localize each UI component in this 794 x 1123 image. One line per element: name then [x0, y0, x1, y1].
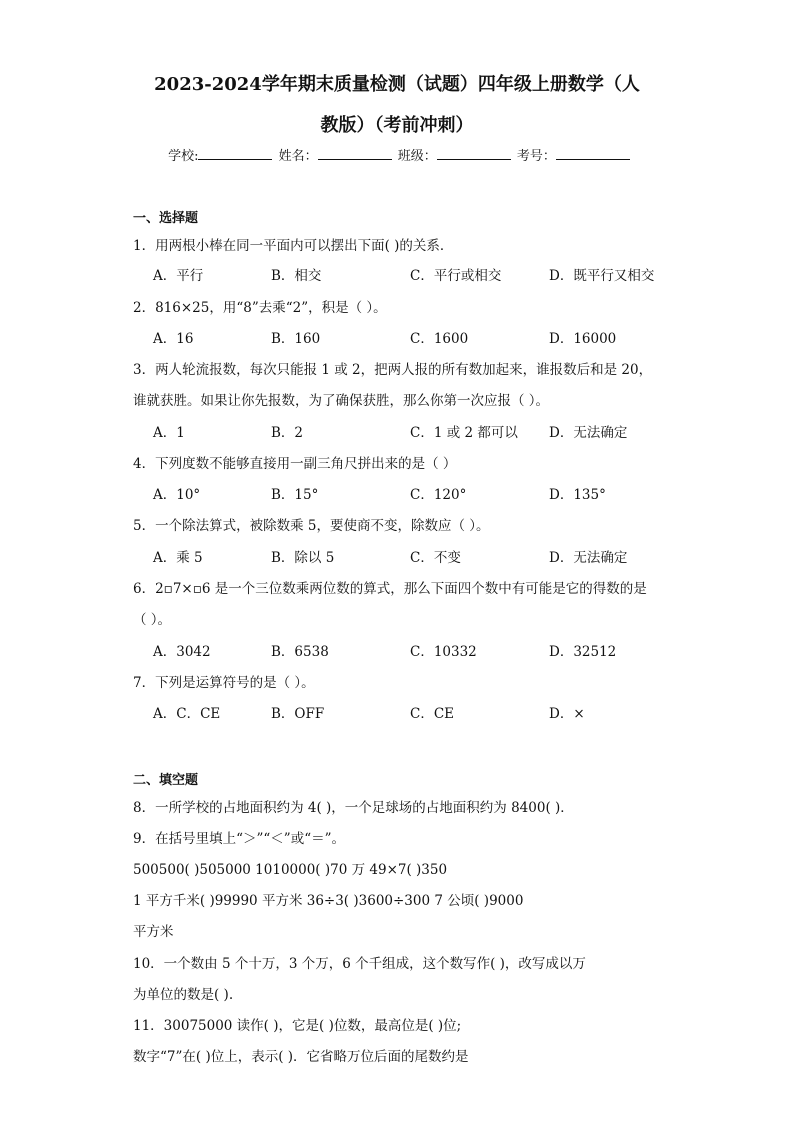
question-11-line-1: 11．30075000 读作( )，它是( )位数，最高位是( )位; [133, 1018, 462, 1034]
question-5: 5．一个除法算式，被除数乘 5，要使商不变，除数应（ ）。 [133, 518, 490, 534]
class-label: 班级： [397, 149, 437, 164]
question-3-line-2: 谁就获胜。如果让你先报数，为了确保获胜，那么你第一次应报（ ）。 [133, 393, 550, 409]
question-9-row-3: 平方米 [133, 924, 174, 940]
question-9-row-1: 500500( )505000 1010000( )70 万 49×7( )350 [133, 862, 448, 878]
question-10-line-2: 为单位的数是( ). [133, 987, 234, 1003]
q7-option-a: A．C．CE [153, 706, 221, 722]
q1-option-d: D．既平行又相交 [549, 268, 655, 284]
question-3-line-1: 3．两人轮流报数，每次只能报 1 或 2，把两人报的所有数加起来，谁报数后和是 20， [133, 362, 653, 378]
question-6-line-2: （ ）。 [133, 612, 172, 628]
q7-option-b: B．OFF [271, 706, 325, 722]
q2-option-d: D．16000 [549, 331, 617, 347]
q3-option-b: B．2 [271, 425, 304, 441]
q5-option-d: D．无法确定 [549, 550, 628, 566]
q6-option-d: D．32512 [549, 644, 617, 660]
document-title-line-2: 教版）（考前冲刺） [320, 115, 474, 136]
question-8: 8．一所学校的占地面积约为 4( )，一个足球场的占地面积约为 8400( )． [133, 800, 574, 816]
q3-option-c: C．1 或 2 都可以 [410, 425, 518, 441]
name-blank[interactable] [318, 147, 392, 160]
class-blank[interactable] [437, 147, 511, 160]
question-1: 1．用两根小棒在同一平面内可以摆出下面( )的关系． [133, 238, 454, 254]
q4-option-b: B．15° [271, 487, 319, 503]
q2-option-c: C．1600 [410, 331, 469, 347]
q3-option-d: D．无法确定 [549, 425, 628, 441]
question-9: 9．在括号里填上“＞”“＜”或“＝”。 [133, 831, 345, 847]
q1-option-b: B．相交 [271, 268, 322, 284]
name-label: 姓名： [278, 149, 318, 164]
question-4: 4．下列度数不能够直接用一副三角尺拼出来的是（ ） [133, 456, 457, 472]
q2-option-b: B．160 [271, 331, 321, 347]
q2-option-a: A．16 [153, 331, 194, 347]
q5-option-c: C．不变 [410, 550, 461, 566]
q3-option-a: A．1 [153, 425, 185, 441]
q1-option-c: C．平行或相交 [410, 268, 502, 284]
question-7: 7．下列是运算符号的是（ ）。 [133, 675, 315, 691]
q6-option-b: B．6538 [271, 644, 329, 660]
number-label: 考号： [516, 149, 556, 164]
q1-option-a: A．平行 [153, 268, 204, 284]
q6-option-c: C．10332 [410, 644, 477, 660]
q6-option-a: A．3042 [153, 644, 211, 660]
number-blank[interactable] [556, 147, 630, 160]
section-heading-choice: 一、选择题 [133, 211, 199, 226]
school-label: 学校: [168, 149, 199, 164]
question-10-line-1: 10．一个数由 5 个十万，3 个万，6 个千组成，这个数写作( )，改写成以万 [133, 956, 586, 972]
q4-option-d: D．135° [549, 487, 606, 503]
q5-option-b: B．除以 5 [271, 550, 335, 566]
school-blank[interactable] [198, 147, 272, 160]
student-info-row [140, 145, 660, 164]
question-11-line-2: 数字“7”在( )位上，表示( )．它省略万位后面的尾数约是 [133, 1049, 469, 1065]
question-9-row-2: 1 平方千米( )99990 平方米 36÷3( )3600÷300 7 公顷( )9000 [133, 893, 524, 909]
q7-option-d: D．× [549, 706, 585, 722]
document-title-line-1: 2023-2024学年期末质量检测（试题）四年级上册数学（人 [154, 74, 640, 95]
q5-option-a: A．乘 5 [153, 550, 203, 566]
q7-option-c: C．CE [410, 706, 455, 722]
q4-option-c: C．120° [410, 487, 467, 503]
q4-option-a: A．10° [153, 487, 201, 503]
question-2: 2．816×25，用“8”去乘“2”，积是（ ）。 [133, 300, 387, 316]
section-heading-fill-in: 二、填空题 [133, 773, 199, 788]
question-6-line-1: 6．2▫7×▫6 是一个三位数乘两位数的算式，那么下面四个数中有可能是它的得数的是 [133, 581, 647, 597]
